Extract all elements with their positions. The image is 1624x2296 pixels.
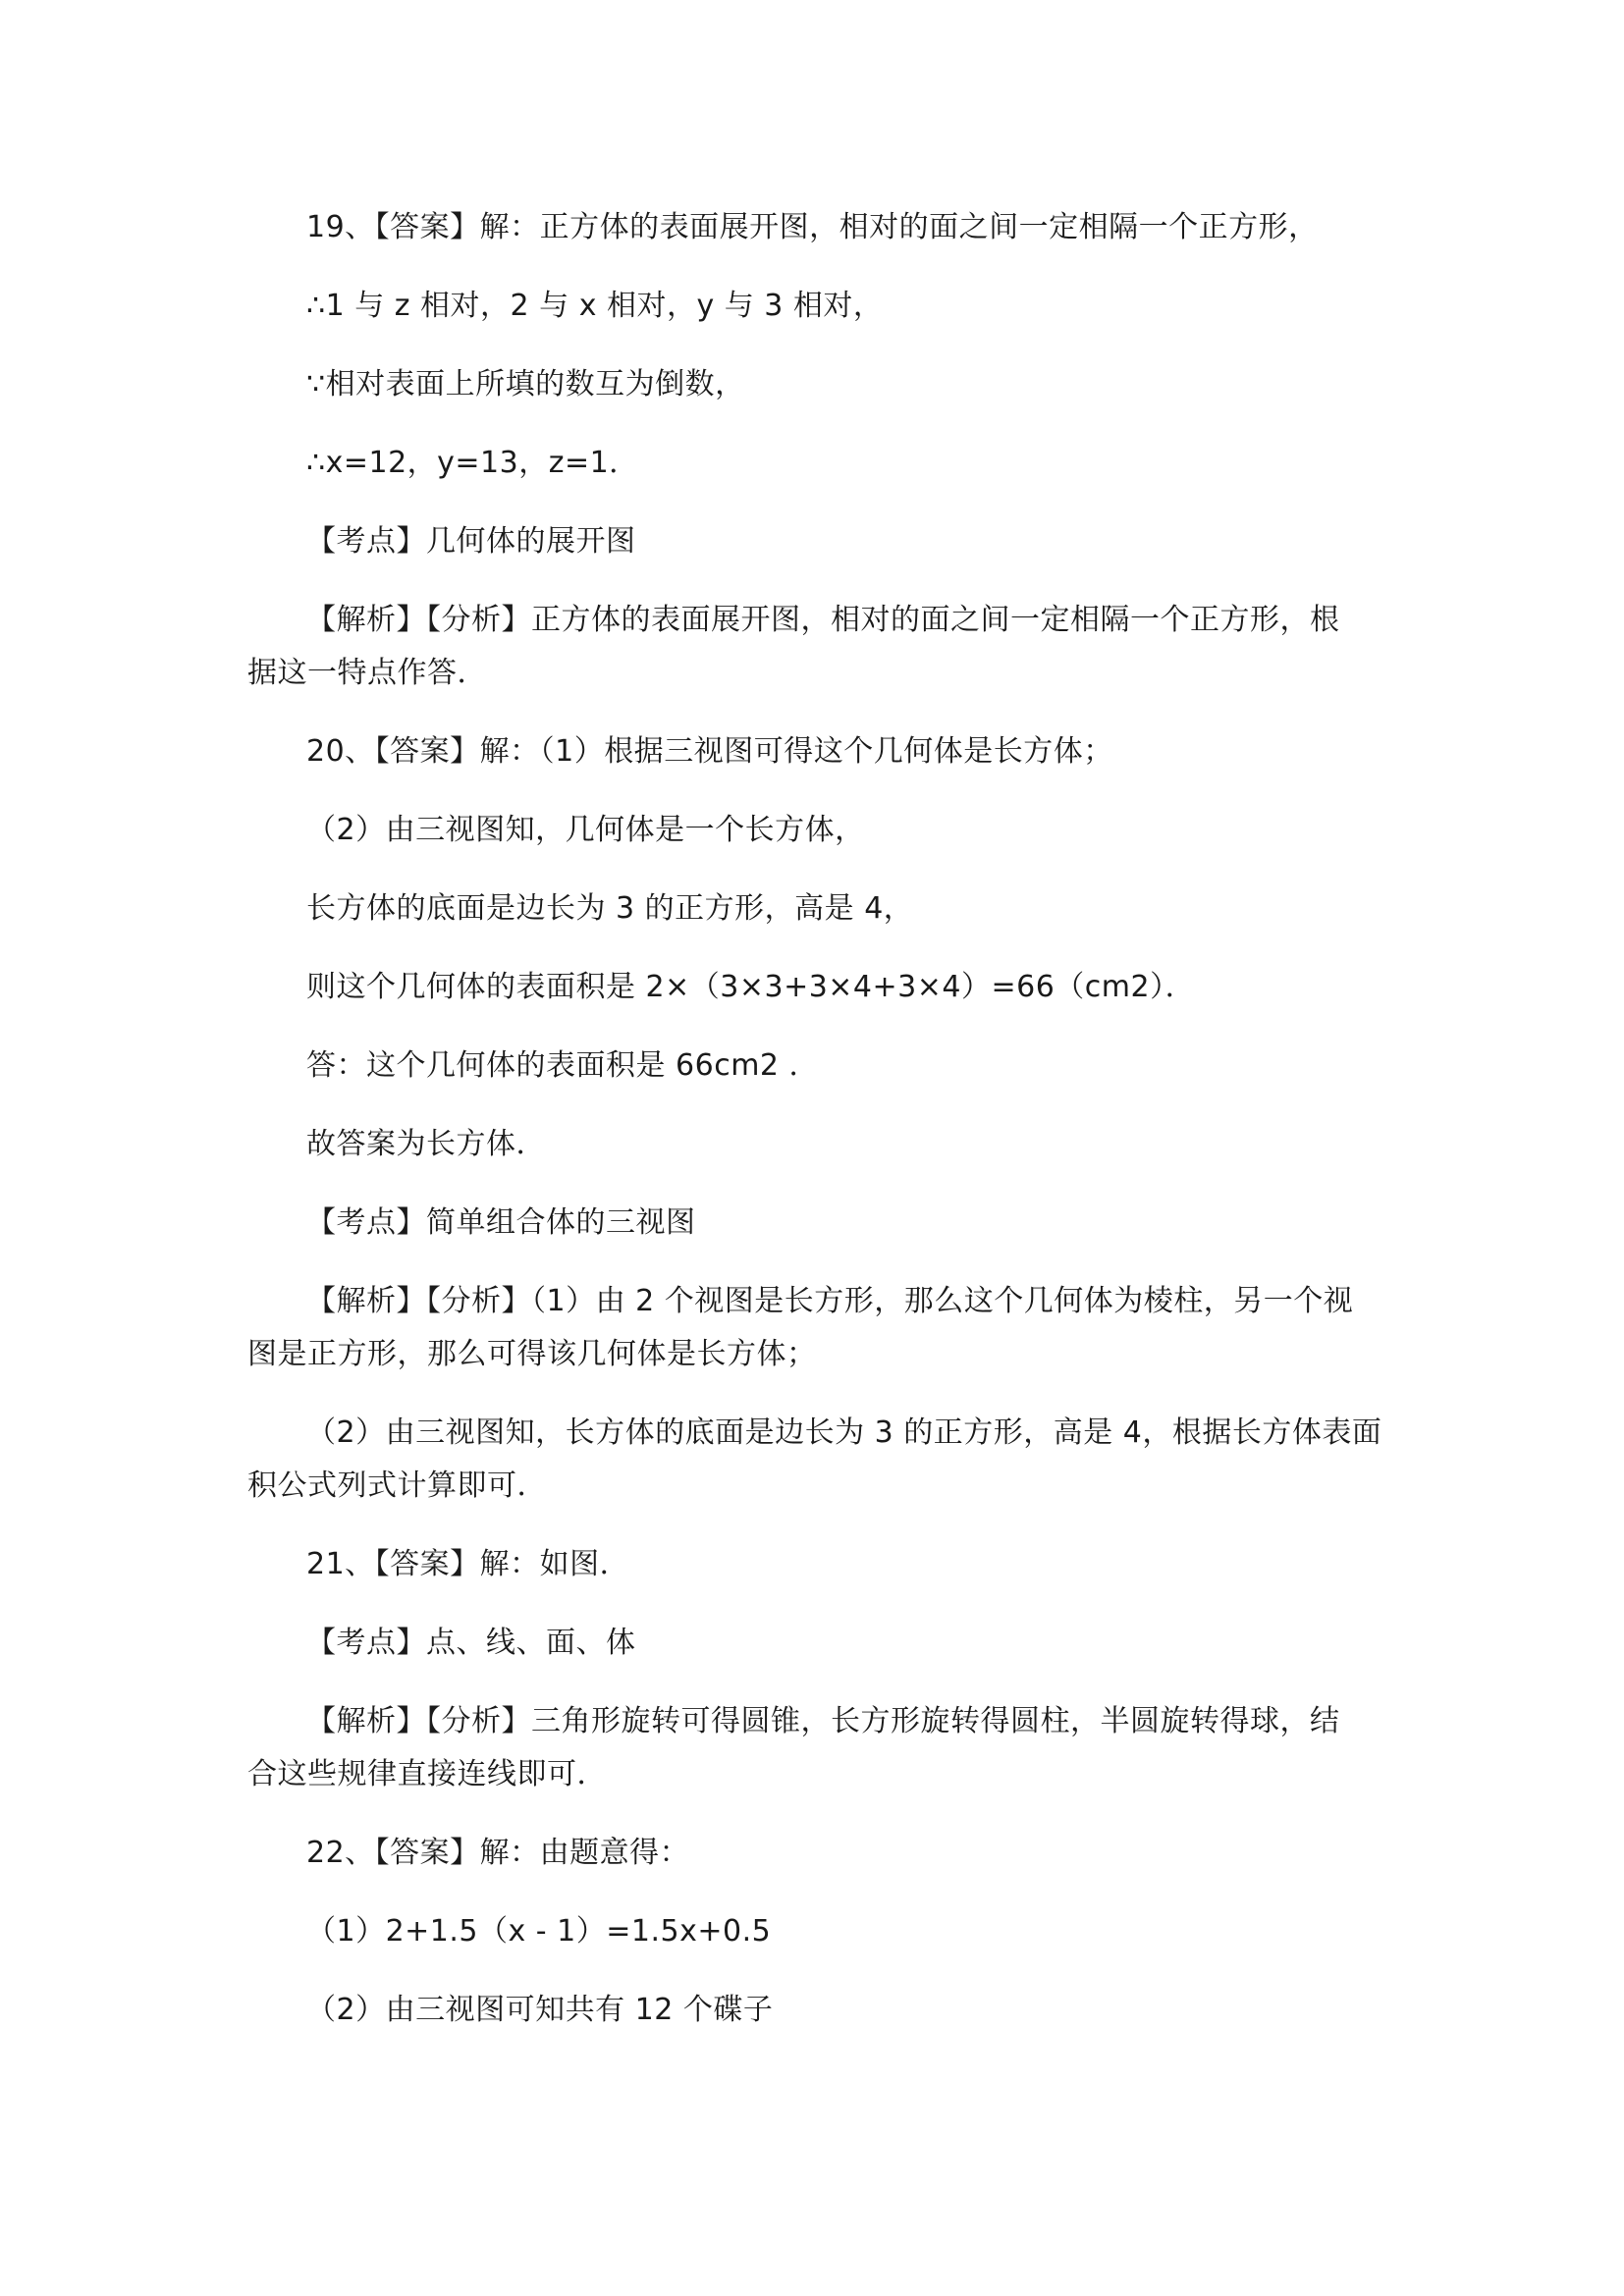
answer-20-heading: 20、【答案】解：（1）根据三视图可得这个几何体是长方体； [306,734,1113,769]
answer-19-analysis: 【解析】【分析】正方体的表面展开图，相对的面之间一定相隔一个正方形，根 [306,603,1340,637]
answer-20-analysis-cont: 图是正方形，那么可得该几何体是长方体； [247,1337,817,1371]
answer-20-line-5: 答：这个几何体的表面积是 66cm2 ． [306,1048,820,1083]
answer-19-line-4: ∴x=12，y=13，z=1． [306,446,639,480]
answer-20-analysis-2: （2）由三视图知，长方体的底面是边长为 3 的正方形，高是 4，根据长方体表面 [306,1415,1382,1450]
answer-22-line-2: （1）2+1.5（x - 1）=1.5x+0.5 [306,1914,772,1949]
answer-20-topic: 【考点】简单组合体的三视图 [306,1205,696,1240]
answer-21-analysis: 【解析】【分析】三角形旋转可得圆锥，长方形旋转得圆柱，半圆旋转得球，结 [306,1704,1340,1738]
answer-20-analysis: 【解析】【分析】（1）由 2 个视图是长方形，那么这个几何体为棱柱，另一个视 [306,1284,1354,1318]
answer-22-heading: 22、【答案】解：由题意得： [306,1836,690,1870]
answer-20-line-4: 则这个几何体的表面积是 2×（3×3+3×4+3×4）=66（cm2）． [306,970,1196,1004]
answer-19-analysis-cont: 据这一特点作答． [247,656,487,690]
answer-19-topic: 【考点】几何体的展开图 [306,524,636,559]
answer-19-line-2: ∴1 与 z 相对，2 与 x 相对，y 与 3 相对， [306,289,884,323]
answer-20-line-3: 长方体的底面是边长为 3 的正方形，高是 4， [306,891,914,926]
answer-19-heading: 19、【答案】解：正方体的表面展开图，相对的面之间一定相隔一个正方形， [306,210,1319,244]
answer-22-line-3: （2）由三视图可知共有 12 个碟子 [306,1993,774,2027]
answer-21-heading: 21、【答案】解：如图． [306,1547,630,1581]
answer-21-analysis-cont: 合这些规律直接连线即可． [247,1757,607,1791]
answer-21-topic: 【考点】点、线、面、体 [306,1626,636,1660]
answer-20-line-2: （2）由三视图知，几何体是一个长方体， [306,813,865,847]
answer-20-line-6: 故答案为长方体． [306,1127,546,1161]
answer-19-line-3: ∵相对表面上所填的数互为倒数， [306,367,745,401]
answer-20-analysis-2-cont: 积公式列式计算即可． [247,1468,547,1503]
